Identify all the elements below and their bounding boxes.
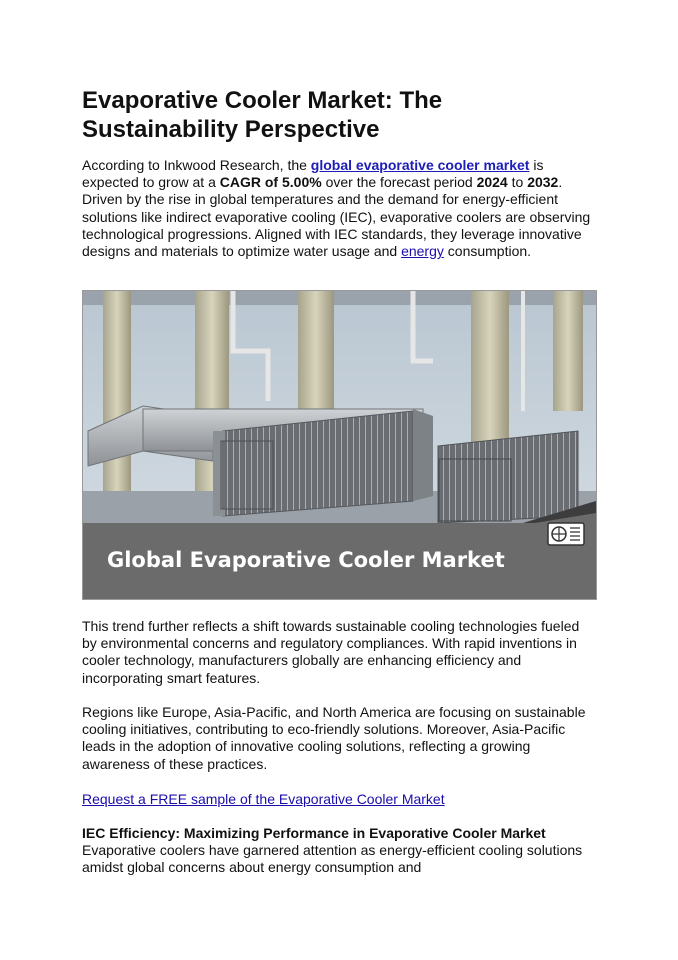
cooler-logo-icon (548, 523, 584, 545)
regions-paragraph: Regions like Europe, Asia-Pacific, and North America are focusing on sustainable cooling initiatives, contributing to eco-friendly solutions. Moreover, Asia-Pacific leads in the adoption of innovative cooling solutions, reflecting a growing awareness of these practices. (82, 704, 586, 772)
intro-paragraph (82, 157, 597, 260)
intro-text-4: to (507, 174, 528, 191)
industrial-cooler-illustration (83, 291, 596, 599)
end-year: 2032 (527, 174, 559, 191)
start-year: 2024 (476, 174, 508, 191)
cagr-value: CAGR of 5.00% (219, 174, 322, 191)
energy-link[interactable]: energy (401, 243, 444, 260)
cooler-grille (221, 441, 273, 509)
column (553, 291, 583, 411)
roof-beam (83, 291, 596, 305)
intro-text-2: is expected to grow at a (82, 157, 544, 191)
column (298, 291, 334, 411)
section-heading: IEC Efficiency: Maximizing Performance in Evaporative Cooler Market (82, 825, 546, 841)
sample-link-paragraph (82, 791, 597, 808)
cooler-side (413, 409, 433, 501)
trend-paragraph: This trend further reflects a shift towards sustainable cooling technologies fueled by environmental concerns and regulatory compliances. With rapid inventions in cooler technology, manufacturers globally are enhancing efficiency and incorporating smart features. (82, 618, 580, 686)
intro-text-1: According to Inkwood Research, the (82, 157, 311, 173)
intro-text-3: over the forecast period (321, 174, 477, 191)
intro-text-5: . Driven by the rise in global temperatures and the demand for energy-efficient solutions like indirect evaporative cooling (IEC), evaporative coolers are observing technological progressions. Aligned with IEC standards, they leverage innovative designs and materials to optimize water usage and (82, 174, 591, 260)
page-title: Evaporative Cooler Market: The Sustainability Perspective (82, 87, 443, 143)
market-link[interactable]: global evaporative cooler market (310, 157, 530, 173)
iec-paragraph: Evaporative coolers have garnered attention as energy-efficient cooling solutions amidst global concerns about energy consumption and (82, 842, 583, 876)
request-sample-link[interactable]: Request a FREE sample of the Evaporative Cooler Market (82, 791, 445, 807)
intro-text-6: consumption. (443, 243, 532, 260)
market-figure (82, 290, 597, 600)
figure-caption: Global Evaporative Cooler Market (107, 548, 505, 572)
cooler-unit-grille (439, 459, 511, 521)
